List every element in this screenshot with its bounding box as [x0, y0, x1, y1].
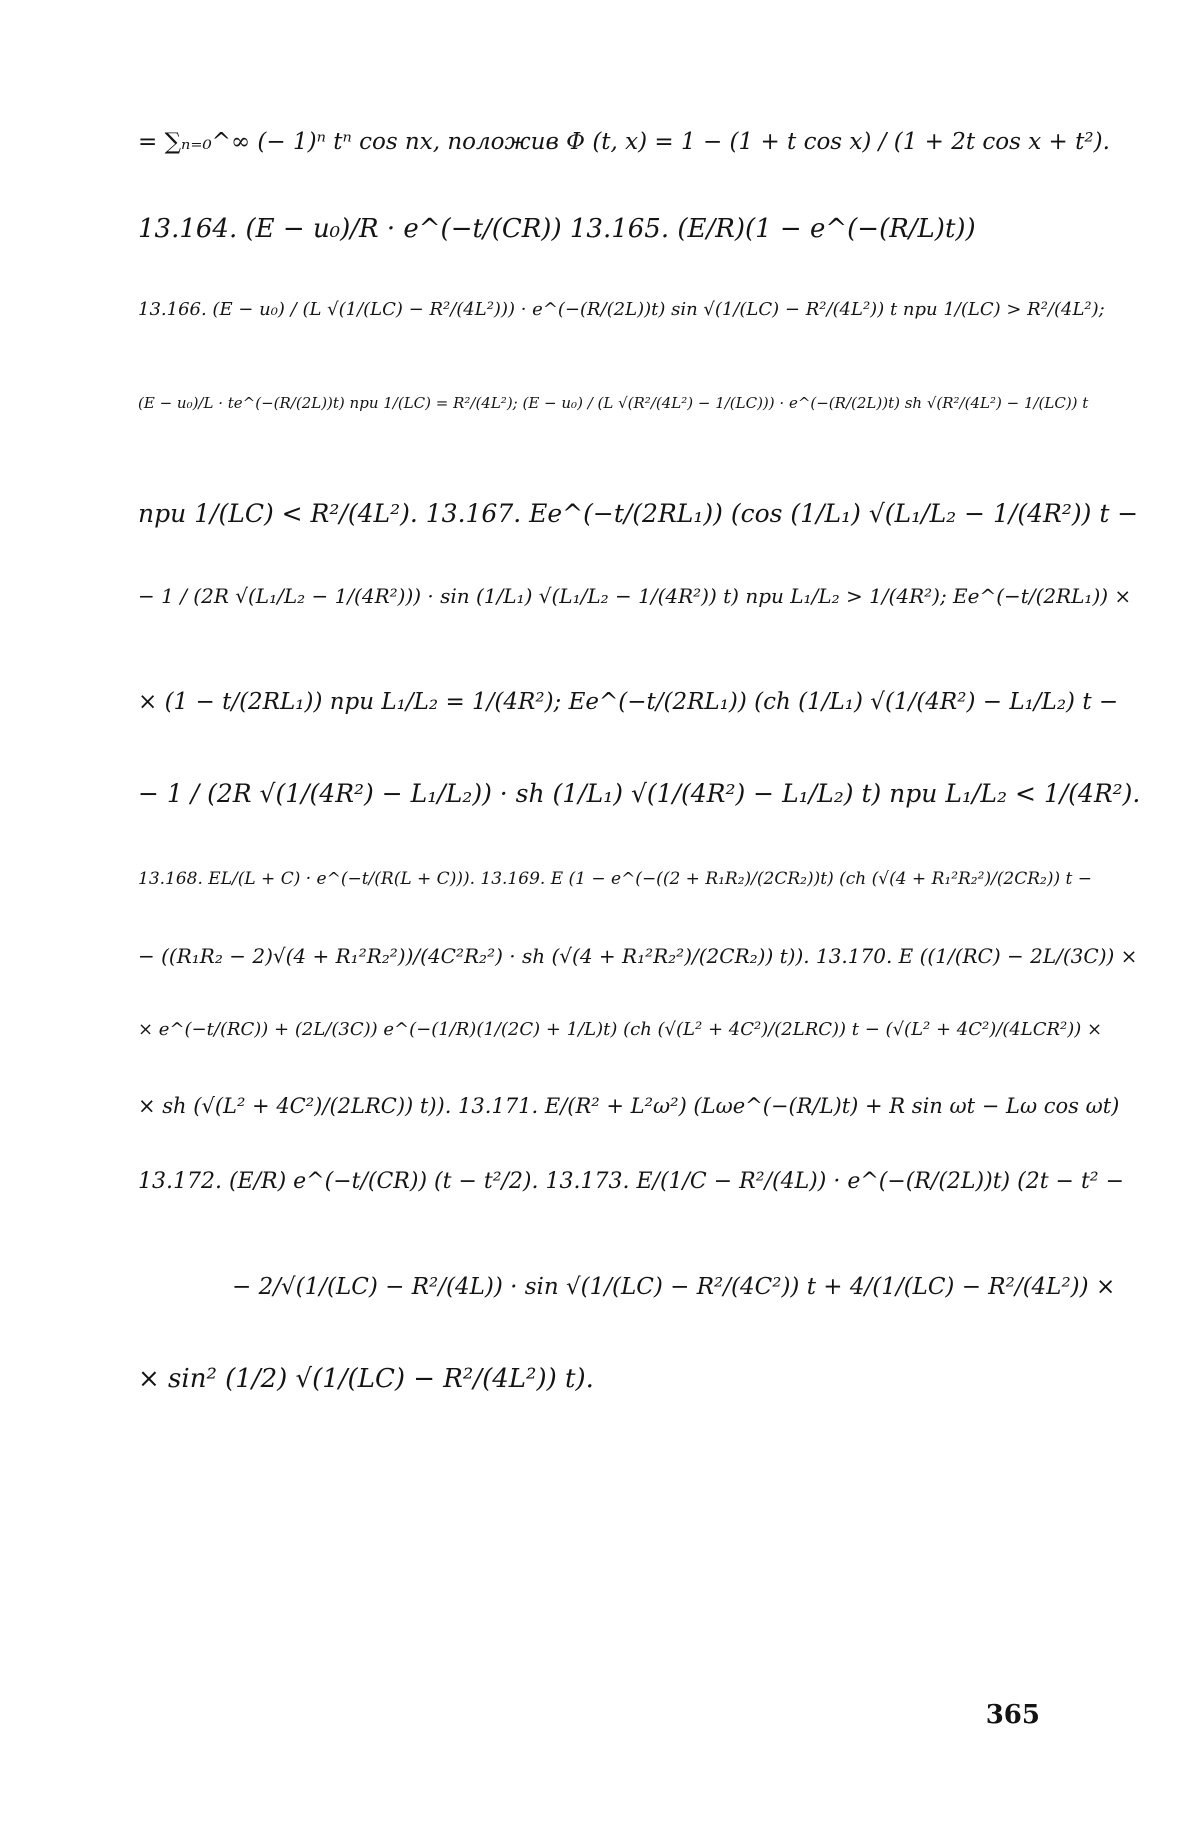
equation-line-8: − 1 / (2R √(1/(4R²) − L₁/L₂)) · sh (1/L₁) √(1/(4R²) − L₁/L₂) t) при L₁/L₂ < 1/(4R²). — [138, 779, 1141, 808]
equation-line-10: − ((R₁R₂ − 2)√(4 + R₁²R₂²))/(4C²R₂²) · sh (√(4 + R₁²R₂²)/(2CR₂)) t)). 13.170. E ((1/(RC) − 2L/(3C)) × — [138, 944, 1138, 968]
equation-line-13: 13.172. (E/R) e^(−t/(CR)) (t − t²/2). 13.173. E/(1/C − R²/(4L)) · e^(−(R/(2L))t) (2t − t² − — [138, 1169, 1125, 1194]
equation-line-15: × sin² (1/2) √(1/(LC) − R²/(4L²)) t). — [138, 1364, 594, 1394]
equation-line-3: 13.166. (E − u₀) / (L √(1/(LC) − R²/(4L²))) · e^(−(R/(2L))t) sin √(1/(LC) − R²/(4L²)) t при 1/(LC) > R²/(4L²); — [138, 299, 1105, 320]
equation-line-12: × sh (√(L² + 4C²)/(2LRC)) t)). 13.171. E/(R² + L²ω²) (Lωe^(−(R/L)t) + R sin ωt − Lω cos ωt) — [138, 1094, 1120, 1118]
equation-line-2: 13.164. (E − u₀)/R · e^(−t/(CR)) 13.165. (E/R)(1 − e^(−(R/L)t)) — [138, 214, 976, 244]
equation-line-4: (E − u₀)/L · te^(−(R/(2L))t) при 1/(LC) = R²/(4L²); (E − u₀) / (L √(R²/(4L²) − 1/(LC))) · e^(−(R/(2L))t) sh √(R²/(4L²) − 1/(LC)) t — [138, 394, 1089, 412]
equation-line-7: × (1 − t/(2RL₁)) при L₁/L₂ = 1/(4R²); Ee^(−t/(2RL₁)) (ch (1/L₁) √(1/(4R²) − L₁/L₂) t − — [138, 689, 1119, 715]
equation-line-11: × e^(−t/(RC)) + (2L/(3C)) e^(−(1/R)(1/(2C) + 1/L)t) (ch (√(L² + 4C²)/(2LRC)) t − (√(L² + 4C²)/(4LCR²)) × — [138, 1019, 1103, 1040]
equation-line-5: при 1/(LC) < R²/(4L²). 13.167. Ee^(−t/(2RL₁)) (cos (1/L₁) √(L₁/L₂ − 1/(4R²)) t − — [138, 499, 1139, 528]
equation-line-14: − 2/√(1/(LC) − R²/(4L)) · sin √(1/(LC) − R²/(4C²)) t + 4/(1/(LC) − R²/(4L²)) × — [232, 1274, 1116, 1300]
equation-line-1: = ∑ₙ₌₀^∞ (− 1)ⁿ tⁿ cos nx, положив Φ (t, x) = 1 − (1 + t cos x) / (1 + 2t cos x + t²). — [138, 129, 1110, 155]
equation-line-9: 13.168. EL/(L + C) · e^(−t/(R(L + C))). 13.169. E (1 − e^(−((2 + R₁R₂)/(2CR₂))t) (ch (√(4 + R₁²R₂²)/(2CR₂)) t − — [138, 869, 1093, 889]
page-number: 365 — [985, 1700, 1040, 1730]
equation-line-6: − 1 / (2R √(L₁/L₂ − 1/(4R²))) · sin (1/L₁) √(L₁/L₂ − 1/(4R²)) t) при L₁/L₂ > 1/(4R²); Ee^(−t/(2RL₁)) × — [138, 584, 1132, 608]
